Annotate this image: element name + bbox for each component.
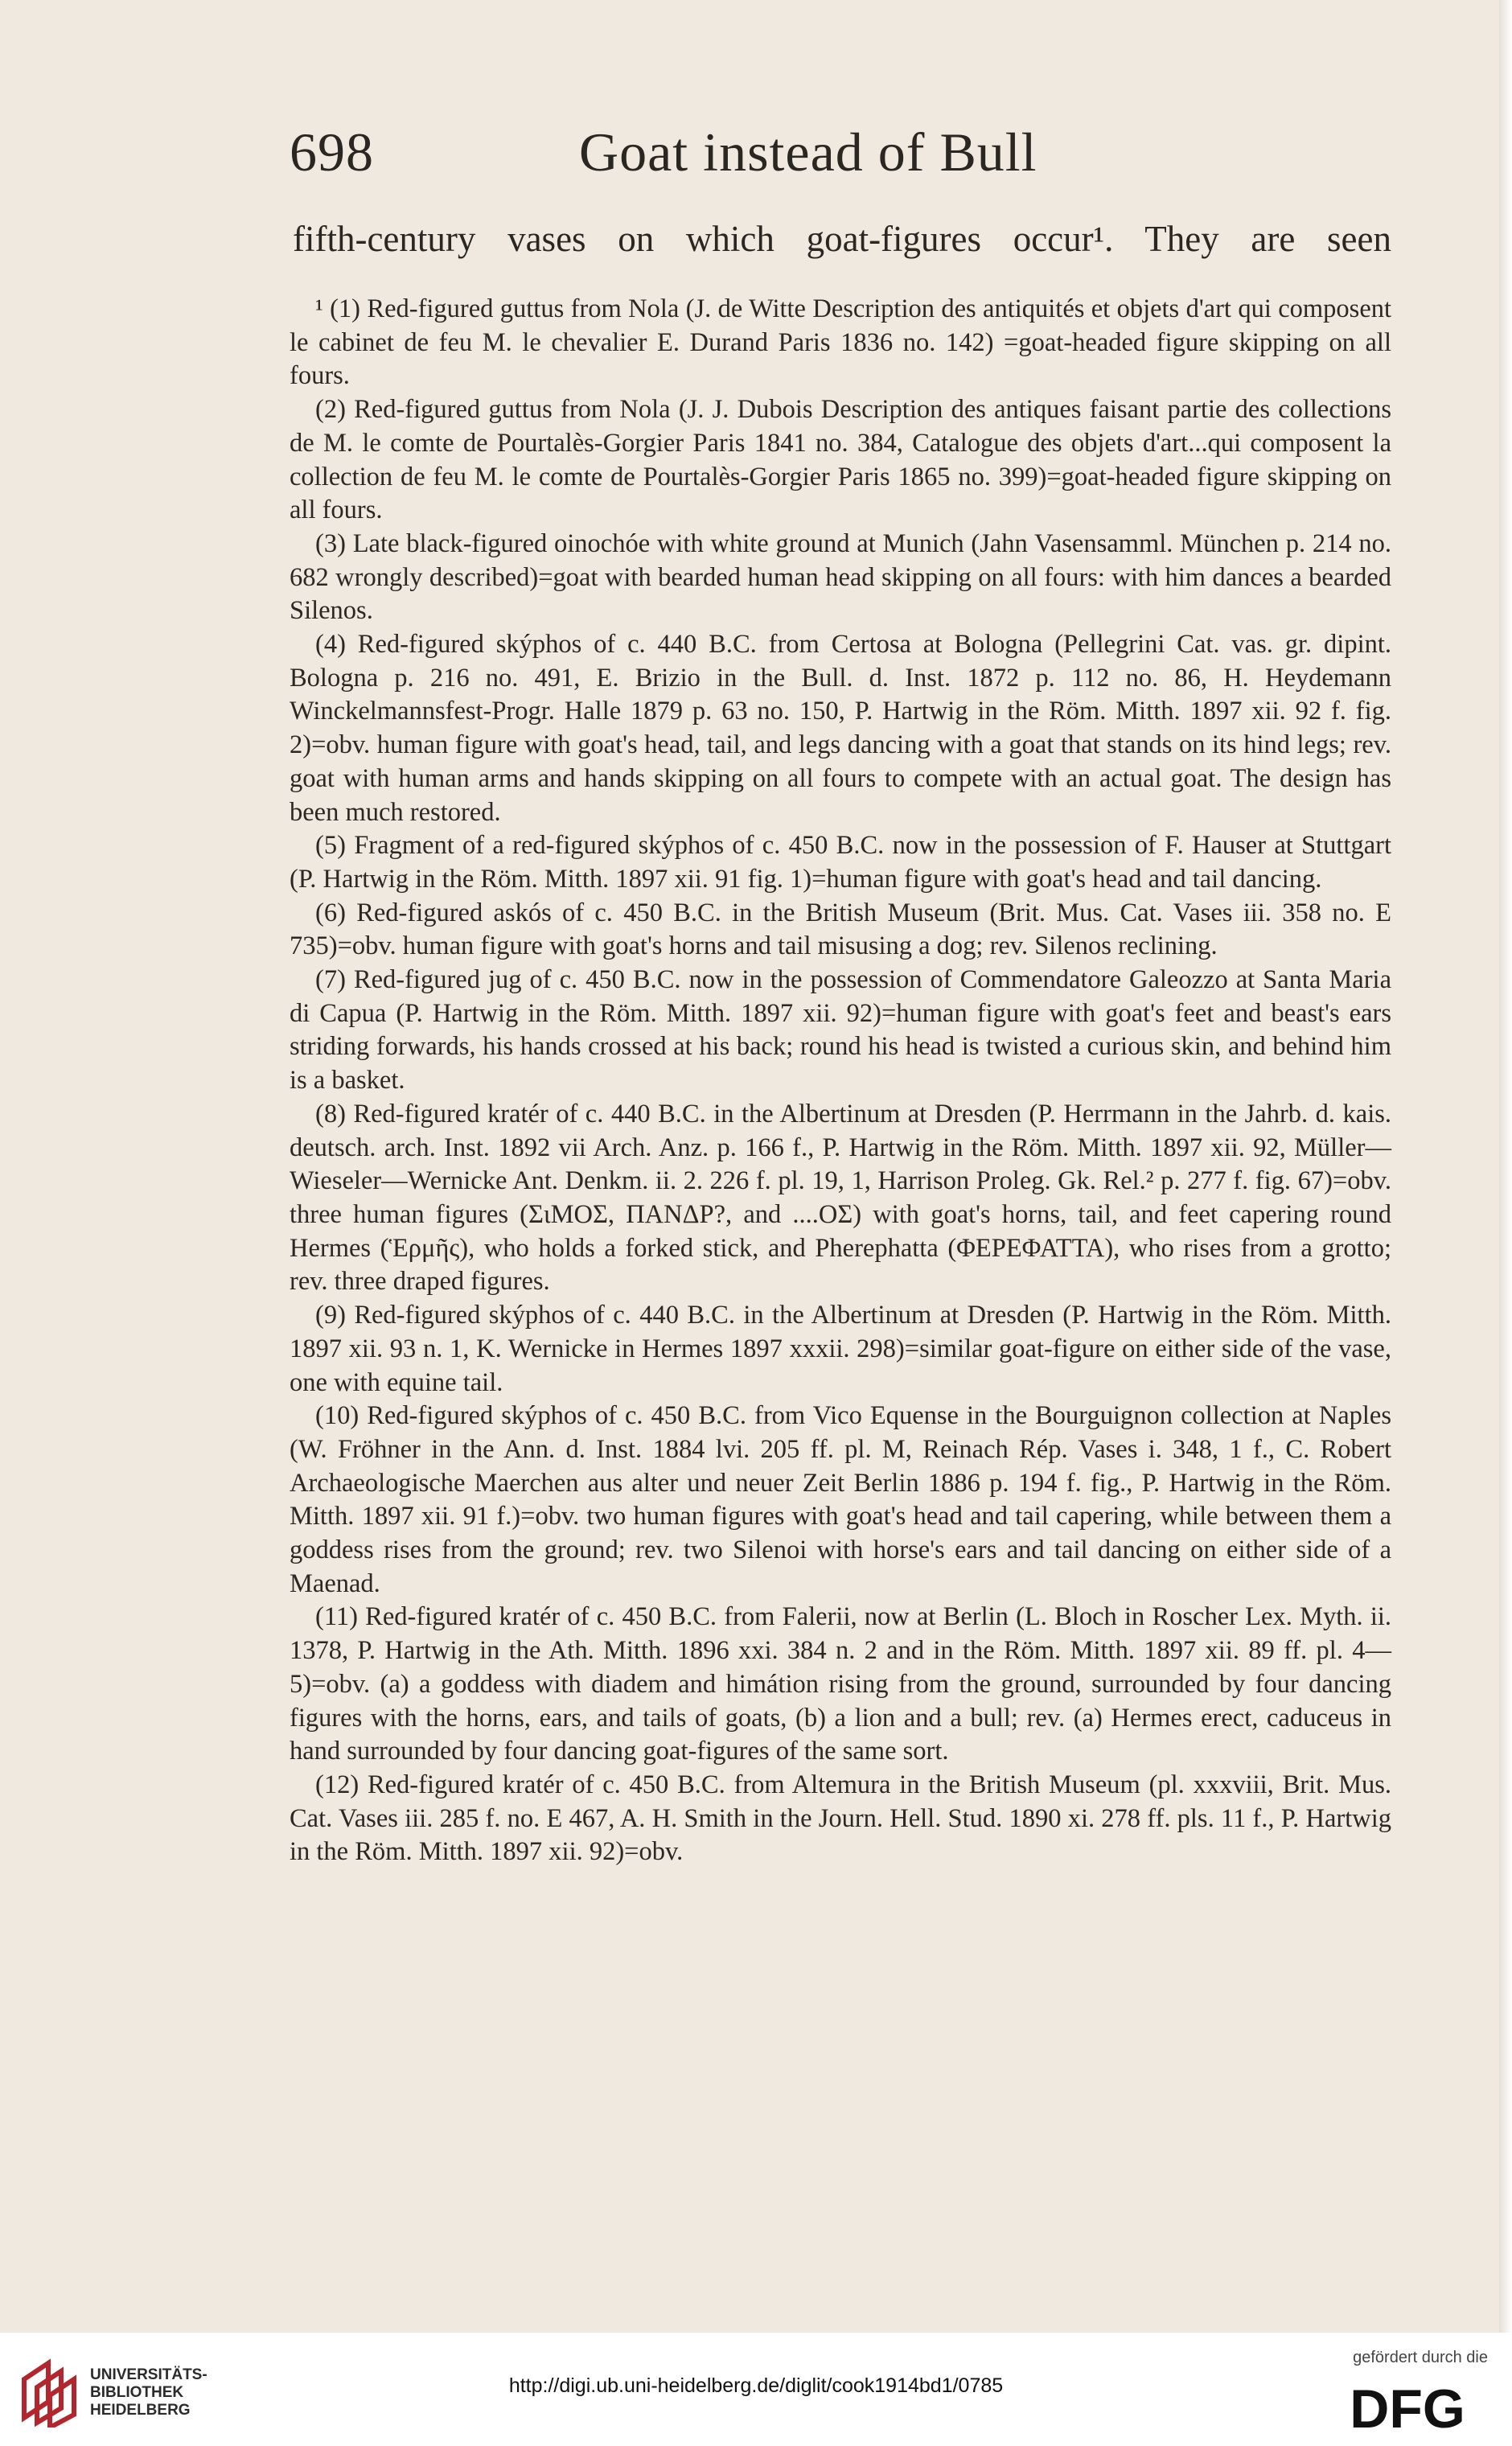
footnote-item — [290, 1769, 1391, 1869]
footnote-text: Red-figured skýphos of c. 440 B.C. from Certosa at Bologna (Pellegrini Cat. vas. gr. dipint. Bologna p. 216 no. 491, E. Brizio in the Bull. d. Inst. 1872 p. 112 no. 86, H. Heydemann Winckelmannsfest-Progr. Halle 1879 p. 63 no. 150, P. Hartwig in the Röm. Mitth. 1897 xii. 92 f. fig. 2)=obv. human figure with goat's head, tail, and legs dancing with a goat that stands on its hind legs; rev. goat with human arms and hands skipping on all fours to compete with an actual goat. The design has been much restored. — [290, 630, 1391, 827]
page-edge — [1499, 0, 1512, 2333]
footnote-text: Red-figured guttus from Nola (J. de Witte Description des antiquités et objets d'art qui composent le cabinet de feu M. le chevalier E. Durand Paris 1836 no. 142) =goat-headed figure skipping on all fours. — [290, 294, 1392, 391]
footnote-marker: ¹ (1) — [315, 294, 361, 323]
permalink-url[interactable]: http://digi.ub.uni-heidelberg.de/diglit/cook1914bd1/0785 — [508, 2374, 1004, 2397]
footnote-item — [290, 897, 1391, 964]
running-title: Goat instead of Bull — [579, 121, 1037, 183]
ub-heidelberg-logo-icon — [16, 2355, 88, 2428]
footnote-text: Fragment of a red-figured skýphos of c. 450 B.C. now in the possession of F. Hauser at Stuttgart (P. Hartwig in the Röm. Mitth. 1897 xii. 91 fig. 1)=human figure with goat's head and tail dancing. — [290, 831, 1392, 894]
footnote-item — [290, 1400, 1391, 1601]
footnote-item — [290, 393, 1391, 528]
footnote-item — [290, 964, 1391, 1098]
footnotes — [290, 293, 1391, 1869]
footnote-item — [290, 528, 1391, 628]
footnote-item — [290, 1299, 1391, 1400]
footnote-item — [290, 628, 1391, 829]
footnote-marker: (3) — [315, 528, 346, 558]
funding-caption: gefördert durch die — [1353, 2349, 1488, 2366]
footnote-marker: (9) — [315, 1301, 346, 1330]
footnote-marker: (5) — [315, 831, 346, 861]
footnote-text: Red-figured kratér of c. 450 B.C. from Falerii, now at Berlin (L. Bloch in Roscher Lex. Myth. ii. 1378, P. Hartwig in the Ath. Mitth. 1896 xxi. 384 n. 2 and in the Röm. Mitth. 1897 xii. 89 ff. pl. 4—5)=obv. (a) a goddess with diadem and himátion rising from the ground, surrounded by four dancing figures with the horns, ears, and tails of goats, (b) a lion and a bull; rev. (a) Hermes erect, caduceus in hand surrounded by four dancing goat-figures of the same sort. — [290, 1602, 1392, 1766]
footnote-text: Red-figured jug of c. 450 B.C. now in the possession of Commendatore Galeozzo at Santa Maria di Capua (P. Hartwig in the Röm. Mitth. 1897 xii. 92)=human figure with goat's feet and beast's ears striding forwards, his hands crossed at his back; round his head is twisted a curious skin, and behind him is a basket. — [290, 965, 1391, 1096]
footnote-marker: (8) — [315, 1099, 346, 1128]
library-name-line: BIBLIOTHEK — [90, 2384, 184, 2401]
footnote-marker: (7) — [315, 965, 346, 995]
footnote-text: Red-figured kratér of c. 440 B.C. in the Albertinum at Dresden (P. Herrmann in the Jahrb. d. kais. deutsch. arch. Inst. 1892 vii Arch. Anz. p. 166 f., P. Hartwig in the Röm. Mitth. 1897 xii. 92, Müller—Wieseler—Wernicke Ant. Denkm. ii. 2. 226 f. pl. 19, 1, Harrison Proleg. Gk. Rel.² p. 277 f. fig. 67)=obv. three human figures (ΣιΜΟΣ, ΠΑΝΔΡ?, and ....ΟΣ) with goat's horns, tail, and feet capering round Hermes (Ἑρμῆς), who holds a forked stick, and Pherephatta (ΦΕΡΕΦΑΤΤΑ), who rises from a grotto; rev. three draped figures. — [290, 1099, 1392, 1297]
footnote-text: Red-figured kratér of c. 450 B.C. from Altemura in the British Museum (pl. xxxviii, Brit. Mus. Cat. Vases iii. 285 f. no. E 467, A. H. Smith in the Journ. Hell. Stud. 1890 xi. 278 ff. pls. 11 f., P. Hartwig in the Röm. Mitth. 1897 xii. 92)=obv. — [290, 1770, 1391, 1867]
page-number: 698 — [290, 121, 374, 183]
dfg-wordmark: DFG — [1350, 2379, 1465, 2436]
footnote-item — [290, 1098, 1391, 1299]
footnote-marker: (10) — [315, 1401, 360, 1431]
page-header — [290, 121, 1391, 193]
viewer-footer — [0, 2333, 1512, 2446]
footnote-marker: (12) — [315, 1770, 360, 1799]
dfg-logo-icon — [1327, 2379, 1488, 2436]
footnote-marker: (2) — [315, 395, 346, 425]
intro-line: fifth-century vases on which goat-figures occur¹. They are seen — [293, 219, 1391, 259]
footnote-marker: (4) — [315, 630, 346, 660]
footnote-marker: (11) — [315, 1602, 358, 1632]
library-name-line: UNIVERSITÄTS- — [90, 2366, 207, 2383]
footnote-text: Red-figured skýphos of c. 440 B.C. in the Albertinum at Dresden (P. Hartwig in the Röm. Mitth. 1897 xii. 93 n. 1, K. Wernicke in Hermes 1897 xxxii. 298)=similar goat-figure on either side of the vase, one with equine tail. — [290, 1301, 1391, 1397]
footnote-marker: (6) — [315, 898, 346, 927]
footnote-item — [290, 829, 1391, 896]
footnote-text: Late black-figured oinochóe with white ground at Munich (Jahn Vasensamml. München p. 214 no. 682 wrongly described)=goat with bearded human head skipping on all fours: with him dances a bearded Silenos. — [290, 528, 1391, 626]
footnote-item — [290, 293, 1391, 393]
footnote-text: Red-figured skýphos of c. 450 B.C. from Vico Equense in the Bourguignon collection at Naples (W. Fröhner in the Ann. d. Inst. 1884 lvi. 205 ff. pl. M, Reinach Rép. Vases i. 348, 1 f., C. Robert Archaeologische Maerchen aus alter und neuer Zeit Berlin 1886 p. 194 f. fig., P. Hartwig in the Röm. Mitth. 1897 xii. 91 f.)=obv. two human figures with goat's head and tail capering, while between them a goddess rises from the ground; rev. two Silenoi with horse's ears and tail dancing on either side of a Maenad. — [290, 1401, 1392, 1598]
library-name-line: HEIDELBERG — [90, 2402, 191, 2419]
footnote-text: Red-figured askós of c. 450 B.C. in the British Museum (Brit. Mus. Cat. Vases iii. 358 no. E 735)=obv. human figure with goat's horns and tail misusing a dog; rev. Silenos reclining. — [290, 898, 1392, 961]
footnote-item — [290, 1601, 1391, 1769]
library-name — [90, 2366, 207, 2419]
footnote-text: Red-figured guttus from Nola (J. J. Dubois Description des antiques faisant partie des collections de M. le comte de Pourtalès-Gorgier Paris 1841 no. 384, Catalogue des objets d'art...qui composent la collection de feu M. le comte de Pourtalès-Gorgier Paris 1865 no. 399)=goat-headed figure skipping on all fours. — [290, 395, 1391, 525]
